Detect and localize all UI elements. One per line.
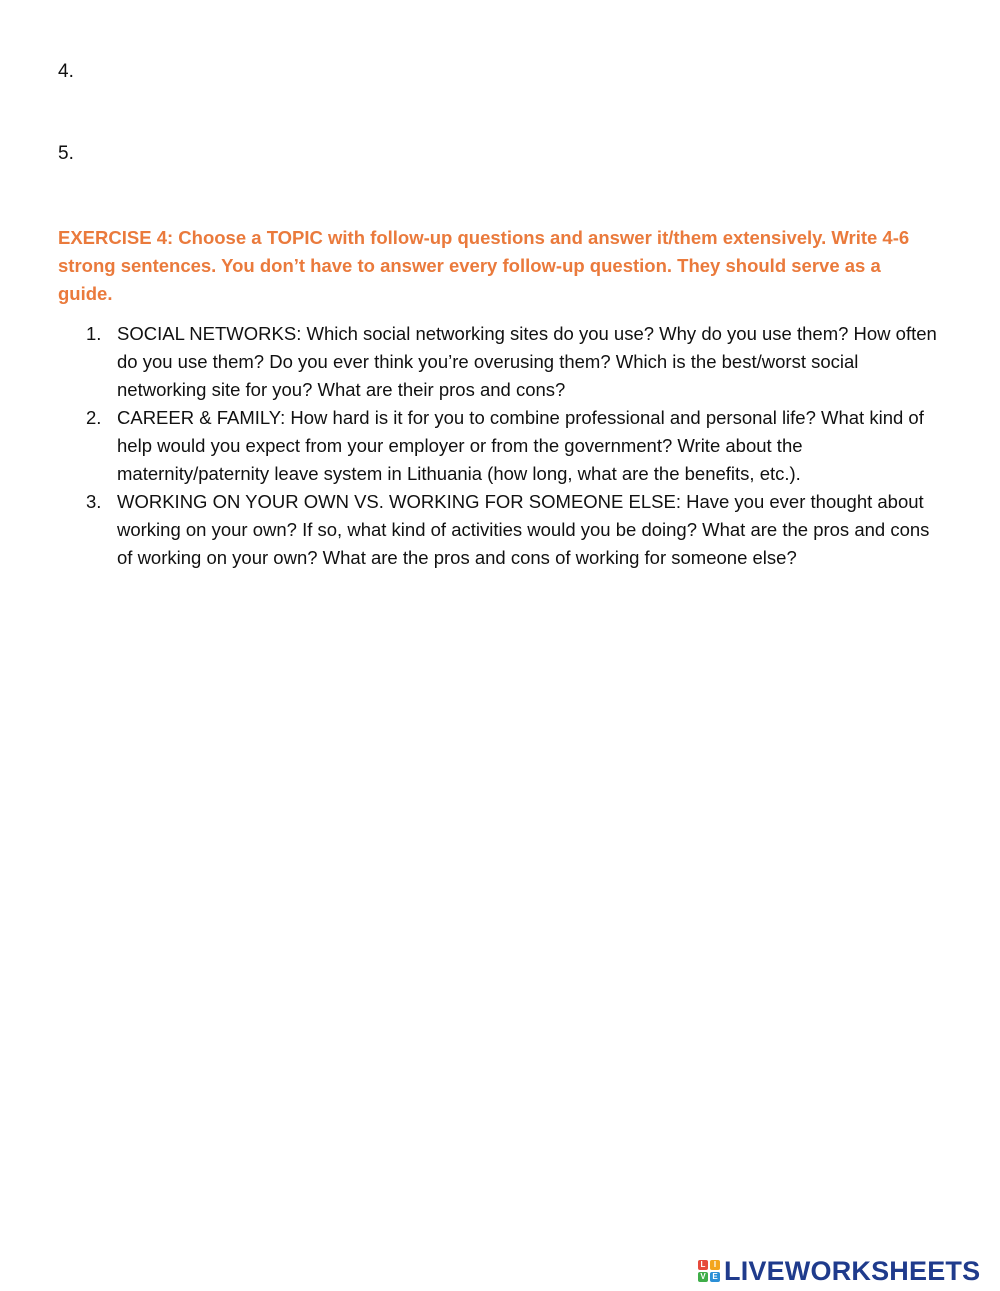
answer-line-4: 4. [58,61,74,82]
topic-list [86,320,946,572]
logo-mark-cell: V [698,1272,708,1282]
logo-text: LIVEWORKSHEETS [724,1255,981,1286]
logo-mark-cell: L [698,1260,708,1270]
topic-item [86,320,946,404]
topic-number: 3. [86,491,102,512]
topic-number: 2. [86,407,102,428]
topic-text: CAREER & FAMILY: How hard is it for you to combine professional and personal life? What kind of help would you expect from your employer or from the government? Write about the maternity/paternity leave system in Lithuania (how long, what are the benefits, etc.). [117,407,924,484]
logo-mark-icon [698,1260,720,1282]
topic-text: SOCIAL NETWORKS: Which social networking sites do you use? Why do you use them? How often do you use them? Do you ever think you’re overusing them? Which is the best/worst social networking site for you? What are their pros and cons? [117,323,937,400]
exercise-heading: EXERCISE 4: Choose a TOPIC with follow-up questions and answer it/them extensively. Write 4-6 strong sentences. You don’t have to answer every follow-up question. They should serve as a guide. [58,227,910,304]
answer-line-5: 5. [58,143,74,164]
topic-item [86,488,946,572]
liveworksheets-logo [698,1256,980,1286]
logo-mark-cell: E [710,1272,720,1282]
topic-number: 1. [86,323,102,344]
logo-mark-cell: I [710,1260,720,1270]
topic-item [86,404,946,488]
topic-text: WORKING ON YOUR OWN VS. WORKING FOR SOMEONE ELSE: Have you ever thought about working on your own? If so, what kind of activities would you be doing? What are the pros and cons of working on your own? What are the pros and cons of working for someone else? [117,491,930,568]
